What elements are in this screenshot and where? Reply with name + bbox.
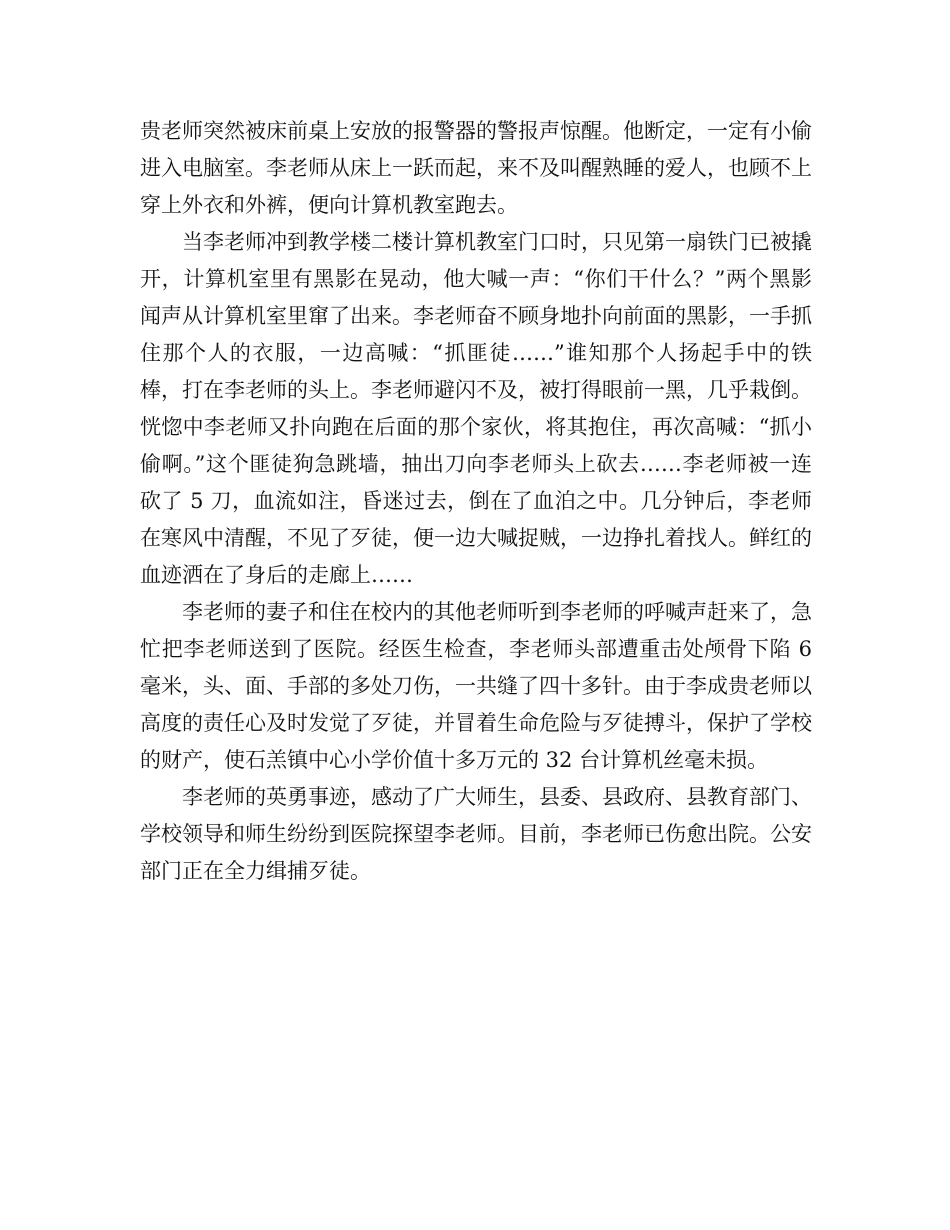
paragraph-1: 贵老师突然被床前桌上安放的报警器的警报声惊醒。他断定，一定有小偷进入电脑室。李老师从床上一跃而起，来不及叫醒熟睡的爱人，也顾不上穿上外衣和外裤，便向计算机教室跑去。 bbox=[140, 119, 812, 217]
paragraph-3: 李老师的妻子和住在校内的其他老师听到李老师的呼喊声赶来了，急忙把李老师送到了医院。经医生检查，李老师头部遭重击处颅骨下陷 6 毫米，头、面、手部的多处刀伤，一共缝了四十多针。由于李成贵老师以高度的责任心及时发觉了歹徒，并冒着生命危险与歹徒搏斗，保护了学校的财产，使石羔镇中心小学价值十多万元的 32 台计算机丝毫未损。 bbox=[140, 600, 812, 772]
paragraph-2: 当李老师冲到教学楼二楼计算机教室门口时，只见第一扇铁门已被撬开，计算机室里有黑影在晃动，他大喊一声：“你们干什么？”两个黑影闻声从计算机室里窜了出来。李老师奋不顾身地扑向前面的黑影，一手抓住那个人的衣服，一边高喊：“抓匪徒……”谁知那个人扬起手中的铁棒，打在李老师的头上。李老师避闪不及，被打得眼前一黑，几乎栽倒。恍惚中李老师又扑向跑在后面的那个家伙，将其抱住，再次高喊：“抓小偷啊。”这个匪徒狗急跳墙，抽出刀向李老师头上砍去……李老师被一连砍了 5 刀，血流如注，昏迷过去，倒在了血泊之中。几分钟后，李老师在寒风中清醒，不见了歹徒，便一边大喊捉贼，一边挣扎着找人。鲜红的血迹洒在了身后的走廊上…… bbox=[140, 230, 812, 587]
article-body bbox=[140, 113, 812, 890]
paragraph-4: 李老师的英勇事迹，感动了广大师生，县委、县政府、县教育部门、学校领导和师生纷纷到医院探望李老师。目前，李老师已伤愈出院。公安部门正在全力缉捕歹徒。 bbox=[140, 785, 812, 883]
